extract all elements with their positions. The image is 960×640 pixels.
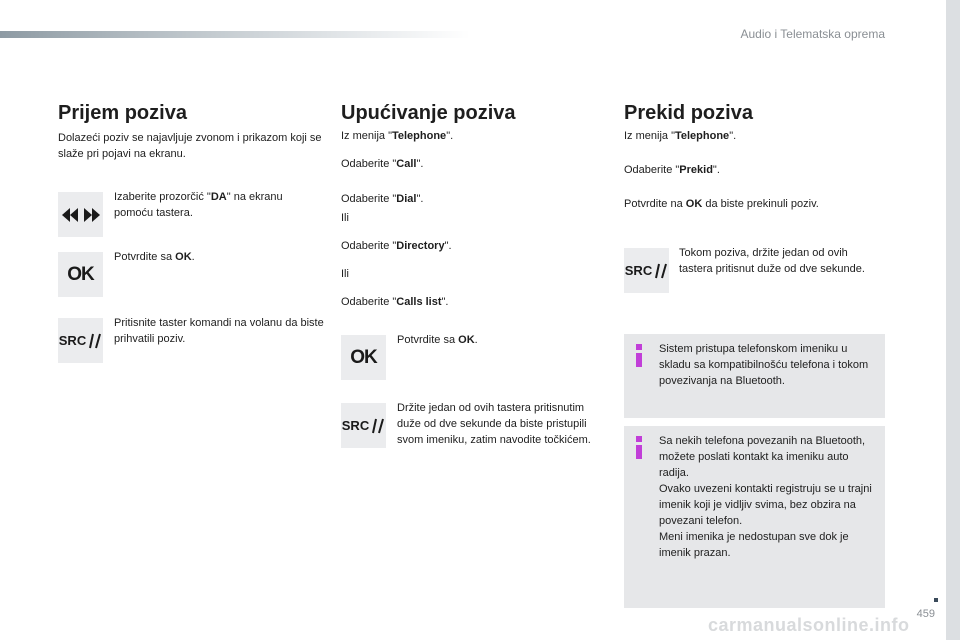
select-prekid: Odaberite "Prekid". (624, 164, 720, 176)
title-prekid-poziva: Prekid poziva (624, 102, 753, 124)
info-text: Sa nekih telefona povezanih na Bluetooth, možete poslati kontakt ka imeniku auto radija. Ovako uvezeni kontakti registruju se u trajni imenik koji je vidljiv svima, bez obzira na povezani telefon. Meni imenika je nedostupan sve dok je imenik prazan. (659, 435, 872, 559)
title-prijem-poziva: Prijem poziva (58, 102, 187, 124)
step-confirm-ok: Potvrdite sa OK. (114, 251, 195, 263)
intro-text: Dolazeći poziv se najavljuje zvonom i prikazom koji se slaže pri pojavi na ekranu. (58, 132, 322, 160)
select-directory: Odaberite "Directory". (341, 240, 452, 252)
select-calls-list: Odaberite "Calls list". (341, 296, 449, 308)
src-steering-icon: SRC (624, 248, 669, 293)
src-steering-icon: SRC (58, 318, 103, 363)
side-strip (946, 0, 960, 640)
step-select-da: Izaberite prozorčić "DA" na ekranu pomoću tastera. (114, 191, 283, 219)
title-upucivanje-poziva: Upućivanje poziva (341, 102, 516, 124)
or-text-1: Ili (341, 212, 349, 224)
corner-mark (934, 598, 938, 602)
select-call: Odaberite "Call". (341, 158, 424, 170)
step-accept-call: Pritisnite taster komandi na volanu da biste prihvatili poziv. (114, 317, 324, 345)
confirm-end-call: Potvrdite na OK da biste prekinuli poziv. (624, 198, 819, 210)
ok-button-icon: OK (341, 335, 386, 380)
step-open-phonebook: Držite jedan od ovih tastera pritisnutim duže od dve sekunde da biste pristupili svom imeniku, zatim navodite točkićem. (397, 402, 591, 446)
info-text: Sistem pristupa telefonskom imeniku u skladu sa kompatibilnošću telefona i tokom povezivanja na Bluetooth. (659, 343, 869, 387)
select-dial: Odaberite "Dial". (341, 193, 424, 205)
menu-telephone: Iz menija "Telephone". (624, 130, 737, 142)
section-title: Audio i Telematska oprema (740, 27, 885, 41)
prev-next-icon (61, 207, 101, 223)
or-text-2: Ili (341, 268, 349, 280)
ok-button-icon: OK (58, 252, 103, 297)
arrows-icon (58, 192, 103, 237)
watermark-logo: carmanualsonline.info (708, 615, 910, 635)
info-icon (636, 436, 642, 458)
step-confirm-ok: Potvrdite sa OK. (397, 334, 478, 346)
src-steering-icon: SRC (341, 403, 386, 448)
info-icon (636, 344, 642, 366)
step-hold-buttons: Tokom poziva, držite jedan od ovih tastera pritisnut duže od dve sekunde. (679, 247, 865, 275)
info-box-phonebook (624, 334, 885, 418)
info-box-contacts (624, 426, 885, 608)
header-gradient-bar (0, 31, 470, 38)
page-number: 459 (916, 608, 935, 620)
menu-telephone: Iz menija "Telephone". (341, 130, 454, 142)
